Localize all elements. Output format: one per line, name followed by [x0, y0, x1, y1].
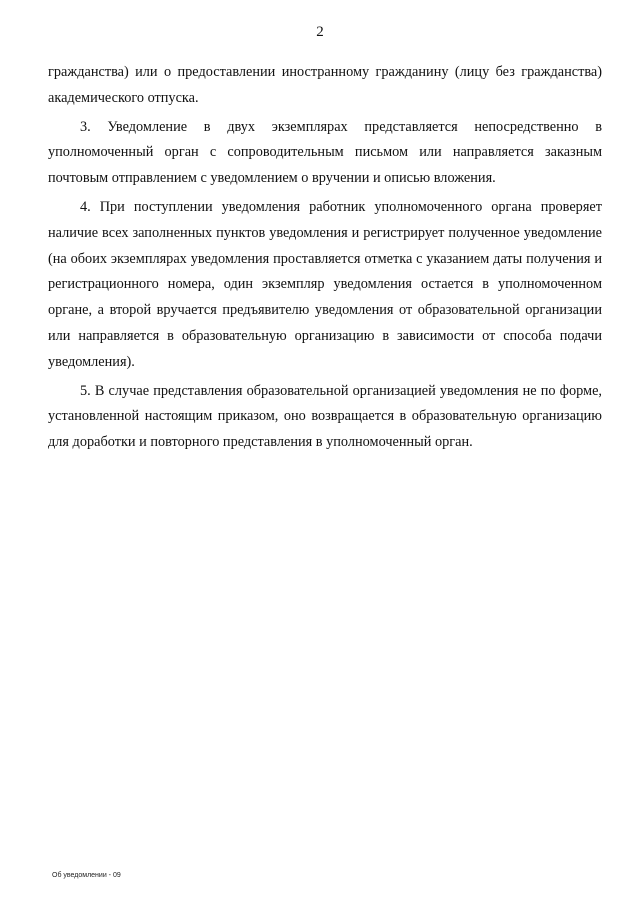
- document-body: [48, 60, 602, 456]
- paragraph-continuation: гражданства) или о предоставлении иностранному гражданину (лицу без гражданства) академического отпуска.: [48, 64, 602, 106]
- paragraph-5: 5. В случае представления образовательной организацией уведомления не по форме, установленной настоящим приказом, оно возвращается в образовательную организацию для доработки и повторного представления в уполномоченный орган.: [48, 382, 602, 451]
- page-number: 2: [316, 24, 324, 40]
- footer-label: Об уведомлении - 09: [52, 872, 121, 879]
- paragraph-4: 4. При поступлении уведомления работник уполномоченного органа проверяет наличие всех заполненных пунктов уведомления и регистрирует полученное уведомление (на обоих экземплярах уведомления проставляется отметка с указанием даты получения и регистрационного номера, один экземпляр уведомления остается в уполномоченном органе, а второй вручается предъявителю уведомления от образовательной организации или направляется в образовательную организацию в зависимости от способа подачи уведомления).: [48, 198, 602, 370]
- paragraph-3: 3. Уведомление в двух экземплярах представляется непосредственно в уполномоченный орган с сопроводительным письмом или направляется заказным почтовым отправлением с уведомлением о вручении и описью вложения.: [48, 118, 602, 187]
